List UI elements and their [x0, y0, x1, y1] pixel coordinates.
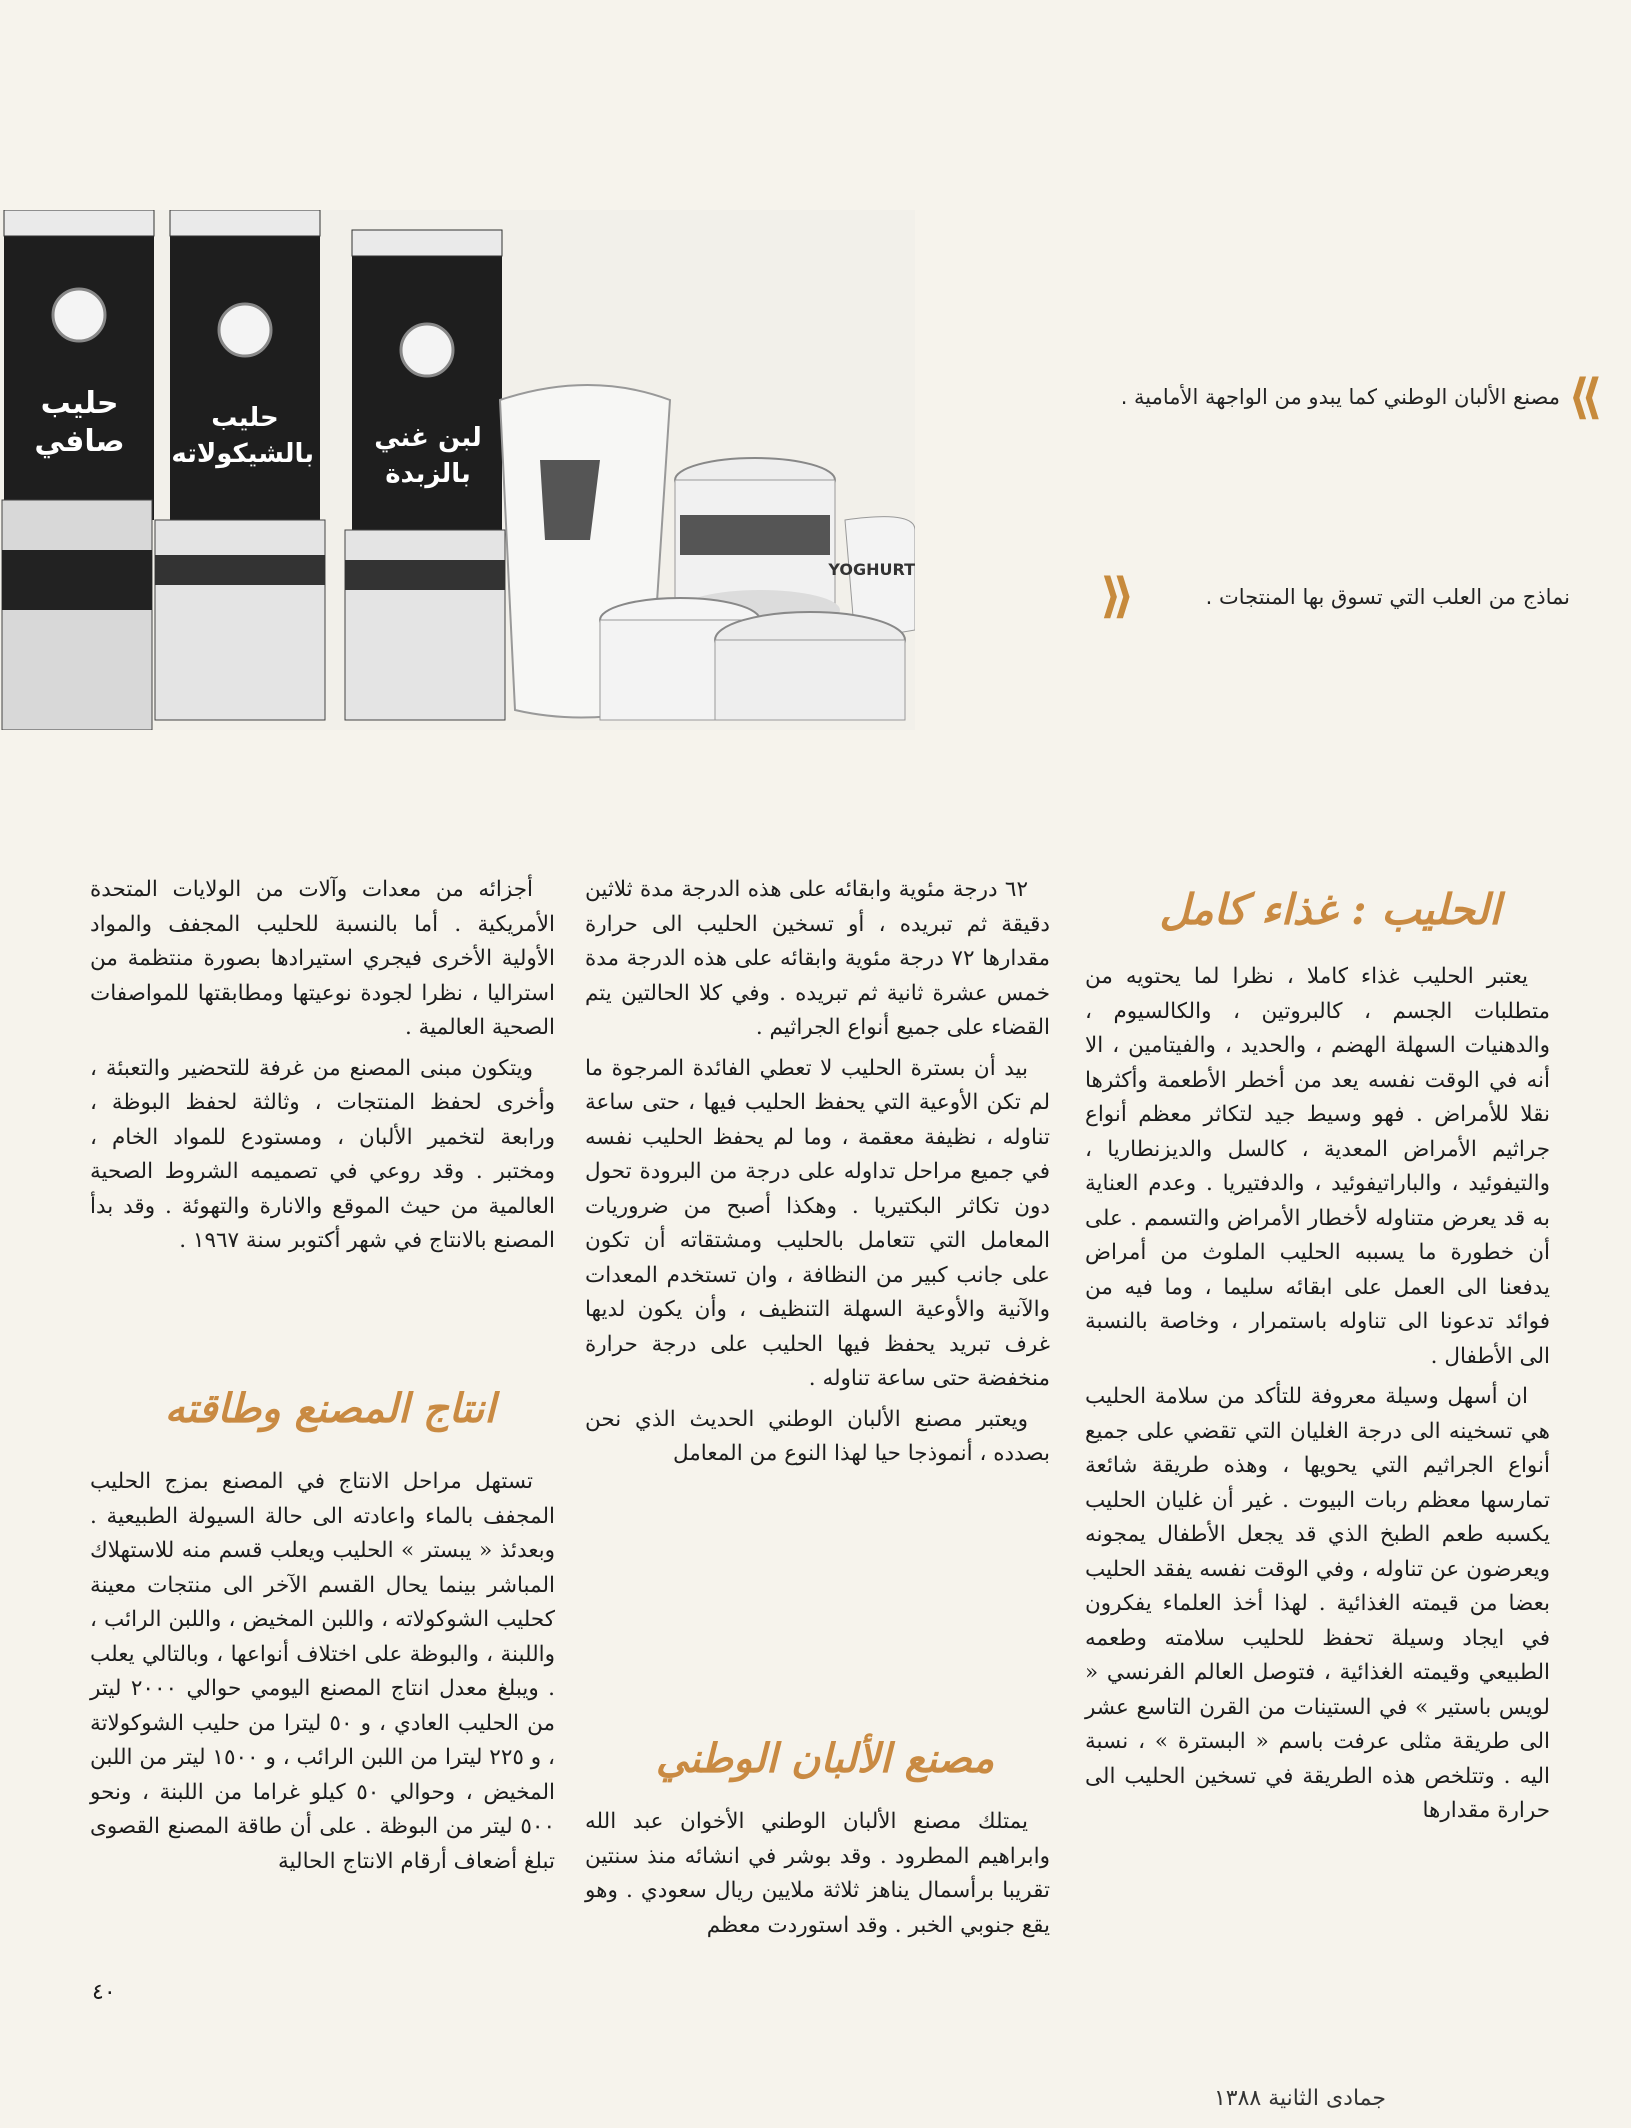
carton-label-buttermilk: لبن غني بالزبدة	[374, 423, 482, 489]
heading-national-dairy-factory: مصنع الألبان الوطني	[655, 1735, 995, 1782]
column-left-lower	[90, 1465, 555, 1885]
paragraph: أجزائه من معدات وآلات من الولايات المتحدة الأمريكية . أما بالنسبة للحليب المجفف والمواد الأولية الأخرى فيجري استيرادها بصورة منتظمة من استراليا ، نظرا لجودة نوعيتها ومطابقتها للمواصفات الصحية العالمية .	[90, 877, 555, 1040]
paragraph: ان أسهل وسيلة معروفة للتأكد من سلامة الحليب هي تسخينه الى درجة الغليان التي تقضي على جميع أنواع الجراثيم التي يحويها ، وهذه طريقة شائعة تمارسها معظم ربات البيوت . غير أن غليان الحليب يكسبه طعم الطبخ الذي قد يجعل الأطفال يمجونه ويعرضون عن تناوله ، وفي الوقت نفسه يفقد الحليب بعضا من قيمته الغذائية . لهذا أخذ العلماء يفكرون في ايجاد وسيلة تحفظ للحليب سلامته وطعمه الطبيعي وقيمته الغذائية ، فتوصل العالم الفرنسي « لويس باستير » في الستينات من القرن التاسع عشر الى طريقة مثلى عرفت باسم « البسترة » ، نسبة اليه . وتتلخص هذه الطريقة في تسخين الحليب الى حرارة مقدارها	[1085, 1384, 1550, 1823]
paragraph: يعتبر الحليب غذاء كاملا ، نظرا لما يحتويه من متطلبات الجسم ، كالبروتين ، والكالسيوم ، والدهنيات السهلة الهضم ، والحديد ، والفيتامين ، الا أنه في الوقت نفسه يعد من أخطر الأطعمة وأكثرها نقلا للأمراض . فهو وسيط جيد لتكاثر معظم أنواع جراثيم الأمراض المعدية ، كالسل والديزنطاريا ، والتيفوئيد ، والباراتيفوئيد ، والدفتيريا . وعدم العناية به قد يعرض متناوله لأخطار الأمراض والتسمم . على أن خطورة ما يسببه الحليب الملوث من أمراض يدفعنا الى العمل على ابقائه سليما ، وما فيه من فوائد تدعونا الى تناوله باستمرار ، وخاصة بالنسبة الى الأطفال .	[1085, 964, 1550, 1369]
issue-date: جمادى الثانية ١٣٨٨	[1213, 2086, 1386, 2111]
paragraph: ويعتبر مصنع الألبان الوطني الحديث الذي نحن بصدده ، أنموذجا حيا لهذا النوع من المعامل	[585, 1406, 1050, 1466]
carton-label-plain-milk: حليب صافي	[34, 386, 125, 459]
caption-factory-front: مصنع الألبان الوطني كما يبدو من الواجهة الأمامية .	[1120, 385, 1560, 409]
paragraph: تستهل مراحل الانتاج في المصنع بمزج الحليب المجفف بالماء واعادته الى حالة السيولة الطبيعية . وبعدئذ « يبستر » الحليب ويعلب قسم منه للاستهلاك المباشر بينما يحال القسم الآخر الى منتجات معينة كحليب الشوكولاته ، واللبن المخيض ، واللبن الرائب ، واللبنة ، والبوظة على اختلاف أنواعها ، وبالتالي يعلب . ويبلغ معدل انتاج المصنع اليومي حوالي ٢٠٠٠ ليتر من الحليب العادي ، و ٥٠ ليترا من حليب الشوكولاتة ، و ٢٢٥ ليترا من اللبن الرائب ، و ١٥٠٠ ليتر من اللبن المخيض ، وحوالي ٥٠ كيلو غراما من اللبنة ، ونحو ٥٠٠ ليتر من البوظة . على أن طاقة المصنع القصوى تبلغ أضعاف أرقام الانتاج الحالية	[90, 1469, 556, 1874]
heading-milk-complete-food: الحليب : غذاء كامل	[1159, 885, 1501, 934]
yoghurt-cup-label: YOGHURT	[828, 560, 915, 579]
heading-factory-production: انتاج المصنع وطاقته	[164, 1385, 496, 1432]
caption-bracket-icon: ⟫	[1100, 568, 1135, 624]
caption-packaging: نماذج من العلب التي تسوق بها المنتجات .	[1205, 585, 1570, 609]
paragraph: بيد أن بسترة الحليب لا تعطي الفائدة المرجوة ما لم تكن الأوعية التي يحفظ الحليب فيها ، حتى ساعة تناوله ، نظيفة معقمة ، وما لم يحفظ الحليب نفسه في جميع مراحل تداوله على درجة من البرودة تحول دون تكاثر البكتيريا . وهكذا أصبح من ضروريات المعامل التي تتعامل بالحليب ومشتقاته أن تكون على جانب كبير من النظافة ، وان تستخدم المعدات والآنية والأوعية السهلة التنظيف ، وأن يكون لديها غرف تبريد يحفظ فيها الحليب على درجة حرارة منخفضة حتى ساعة تناوله .	[585, 1055, 1050, 1391]
paragraph: يمتلك مصنع الألبان الوطني الأخوان عبد الله وابراهيم المطرود . وقد بوشر في انشائه منذ سنتين تقريبا برأسمال يناهز ثلاثة ملايين ريال سعودي . وهو يقع جنوبي الخبر . وقد استوردت معظم	[585, 1809, 1050, 1938]
carton-label-chocolate-milk: حليب بالشيكولاته	[171, 403, 314, 469]
column-middle	[585, 873, 1050, 1478]
column-middle-lower	[585, 1805, 1050, 1949]
column-left	[90, 873, 555, 1265]
page-number: ٤٠	[92, 1980, 116, 2005]
paragraph: ويتكون مبنى المصنع من غرفة للتحضير والتعبئة ، وأخرى لحفظ المنتجات ، وثالثة لحفظ البوظة ، ورابعة لتخمير الألبان ، ومستودع للمواد الخام ، ومختبر . وقد روعي في تصميمه الشروط الصحية العالمية من حيث الموقع والانارة والتهوئة . وقد بدأ المصنع بالانتاج في شهر أكتوبر سنة ١٩٦٧ .	[90, 1055, 555, 1253]
column-right	[1085, 960, 1550, 1835]
caption-bracket-icon: ⟪	[1568, 369, 1603, 425]
paragraph: ٦٢ درجة مئوية وابقائه على هذه الدرجة مدة ثلاثين دقيقة ثم تبريده ، أو تسخين الحليب الى حرارة مقدارها ٧٢ درجة مئوية وابقائه على هذه الدرجة مدة خمس عشرة ثانية ثم تبريده . وفي كلا الحالتين يتم القضاء على جميع أنواع الجراثيم .	[585, 877, 1050, 1040]
product-photo	[0, 210, 915, 730]
